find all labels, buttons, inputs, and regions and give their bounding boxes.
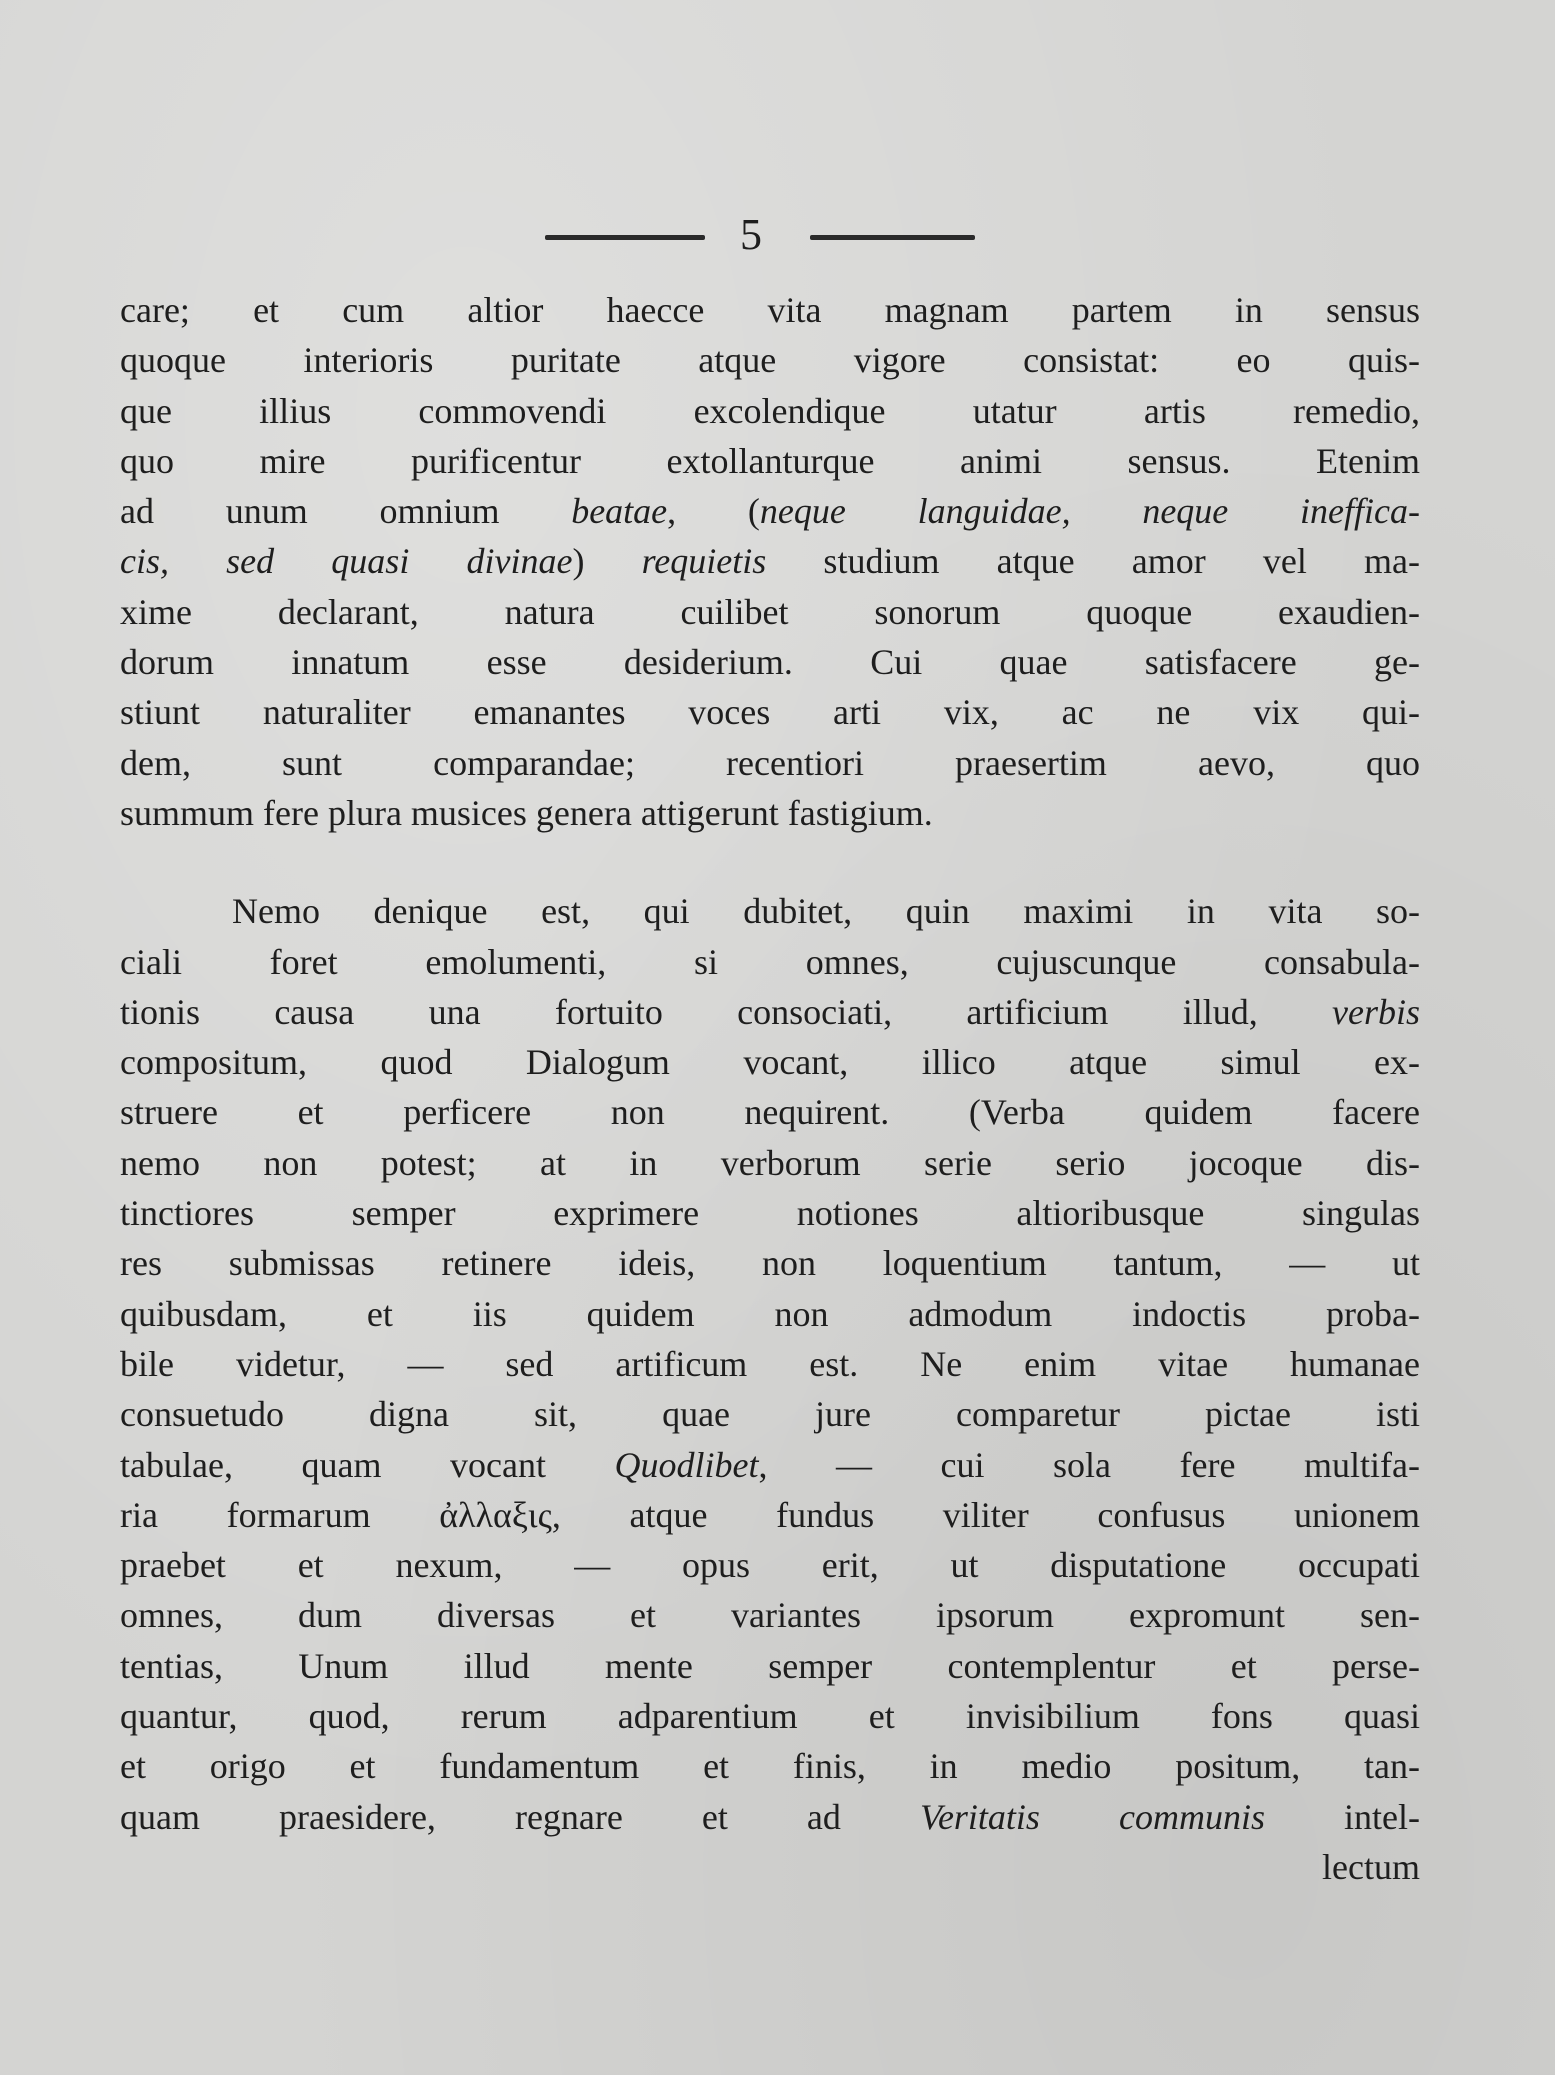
text-line: tinctiores semper exprimere notiones altioribusque singulas bbox=[120, 1193, 1420, 1234]
italic-run: Veritatis communis bbox=[919, 1796, 1265, 1837]
text-line: res submissas retinere ideis, non loquentium tantum, — ut bbox=[120, 1243, 1420, 1284]
text-line: care; et cum altior haecce vita magnam partem in sensus bbox=[120, 290, 1420, 330]
paragraph-gap bbox=[120, 838, 1420, 886]
text-line bbox=[120, 1792, 1420, 1842]
text-line: praebet et nexum, — opus erit, ut disputatione occupati bbox=[120, 1545, 1420, 1586]
text-line: quoque interioris puritate atque vigore consistat: eo quis- bbox=[120, 340, 1420, 381]
text-line: ria formarum ἀλλαξις, atque fundus viliter confusus unionem bbox=[120, 1494, 1420, 1535]
main-text bbox=[120, 285, 1420, 1892]
text-run: , ( bbox=[667, 491, 760, 532]
header-rule-right bbox=[810, 235, 975, 240]
text-run: studium atque amor vel ma- bbox=[766, 541, 1420, 582]
text-line: et origo et fundamentum et finis, in medio positum, tan- bbox=[120, 1746, 1420, 1787]
italic-run: verbis bbox=[1332, 991, 1420, 1032]
text-line: stiunt naturaliter emanantes voces arti vix, ac ne vix qui- bbox=[120, 692, 1420, 733]
text-line: compositum, quod Dialogum vocant, illico atque simul ex- bbox=[120, 1042, 1420, 1083]
text-line bbox=[120, 486, 1420, 536]
text-run: tabulae, quam vocant bbox=[120, 1444, 615, 1485]
text-run: quam praesidere, regnare et ad bbox=[120, 1796, 920, 1837]
text-line: Nemo denique est, qui dubitet, quin maximi in vita so- bbox=[232, 891, 1420, 932]
text-line: summum fere plura musices genera attigerunt fastigium. bbox=[120, 792, 933, 833]
italic-run: beatae bbox=[571, 491, 668, 532]
paragraph-1 bbox=[120, 285, 1420, 838]
text-line: struere et perficere non nequirent. (Verba quidem facere bbox=[120, 1092, 1420, 1133]
text-line bbox=[120, 987, 1420, 1037]
text-line bbox=[120, 536, 1420, 586]
page-number: 5 bbox=[740, 210, 762, 259]
text-line: dem, sunt comparandae; recentiori praesertim aevo, quo bbox=[120, 742, 1420, 783]
text-line: xime declarant, natura cuilibet sonorum quoque exaudien- bbox=[120, 591, 1420, 632]
text-line: quantur, quod, rerum adparentium et invisibilium fons quasi bbox=[120, 1696, 1420, 1737]
text-line: consuetudo digna sit, quae jure comparetur pictae isti bbox=[120, 1394, 1420, 1435]
text-line: que illius commovendi excolendique utatur artis remedio, bbox=[120, 390, 1420, 431]
text-line: quibusdam, et iis quidem non admodum indoctis proba- bbox=[120, 1293, 1420, 1334]
italic-run: requietis bbox=[641, 541, 767, 582]
text-line: ciali foret emolumenti, si omnes, cujuscunque consabula- bbox=[120, 941, 1420, 982]
italic-run: Quodlibet bbox=[614, 1444, 759, 1485]
text-line: quo mire purificentur extollanturque animi sensus. Etenim bbox=[120, 440, 1420, 481]
text-run: ) bbox=[572, 541, 642, 582]
text-line: dorum innatum esse desiderium. Cui quae satisfacere ge- bbox=[120, 642, 1420, 683]
italic-run: cis, sed quasi divinae bbox=[120, 541, 573, 582]
text-line: bile videtur, — sed artificum est. Ne enim vitae humanae bbox=[120, 1343, 1420, 1384]
text-run: ad unum omnium bbox=[120, 491, 572, 532]
header-rule-left bbox=[545, 235, 705, 240]
text-line: omnes, dum diversas et variantes ipsorum expromunt sen- bbox=[120, 1595, 1420, 1636]
italic-run: neque languidae, neque inefficа- bbox=[759, 491, 1420, 532]
catchword: lectum bbox=[1322, 1846, 1420, 1887]
text-run: , — cui sola fere multifa- bbox=[758, 1444, 1420, 1485]
text-line: nemo non potest; at in verborum serie serio jocoque dis- bbox=[120, 1142, 1420, 1183]
paragraph-2 bbox=[120, 886, 1420, 1892]
text-run: intel- bbox=[1264, 1796, 1420, 1837]
text-line: tentias, Unum illud mente semper contemplentur et perse- bbox=[120, 1645, 1420, 1686]
page-header bbox=[0, 205, 1555, 265]
text-line bbox=[120, 1440, 1420, 1490]
text-run: tionis causa una fortuito consociati, artificium illud, bbox=[120, 991, 1333, 1032]
